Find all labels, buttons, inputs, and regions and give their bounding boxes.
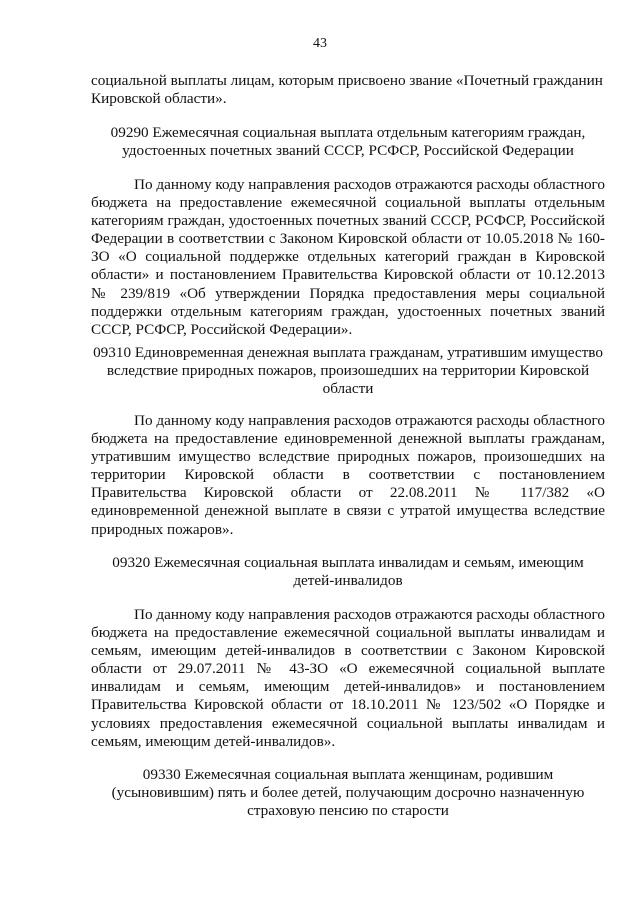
section-heading-09310: 09310 Единовременная денежная выплата гражданам, утратившим имущество вследствие природных пожаров, произошедших на территории Кировской области <box>93 344 603 398</box>
section-body-09320: По данному коду направления расходов отражаются расходы областного бюджета на предоставление ежемесячной социальной выплаты инвалидам и семьям, имеющим детей-инвалидов в соответствии с Законом Кировской области от 29.07.2011 № 43-ЗО «О ежемесячной социальной выплате инвалидам и семьям, имеющим детей-инвалидов» и постановлением Правительства Кировской области от 18.10.2011 № 123/502 «О Порядке и условиях предоставления ежемесячной социальной выплаты инвалидам и семьям, имеющим детей-инвалидов». <box>91 606 605 750</box>
section-body-09310: По данному коду направления расходов отражаются расходы областного бюджета на предоставление единовременной денежной выплаты гражданам, утратившим имущество вследствие природных пожаров, произошедших на территории Кировской области в соответствии с постановлением Правительства Кировской области от 22.08.2011 № 117/382 «О единовременной денежной выплате в связи с утратой имущества вследствие природных пожаров». <box>91 412 605 538</box>
section-heading-09330: 09330 Ежемесячная социальная выплата женщинам, родившим (усыновившим) пять и более детей, получающим досрочно назначенную страховую пенсию по старости <box>111 766 585 820</box>
section-body-09290: По данному коду направления расходов отражаются расходы областного бюджета на предоставление ежемесячной социальной выплаты отдельным категориям граждан, удостоенных почетных званий СССР, РСФСР, Российской Федерации в соответствии с Законом Кировской области от 10.05.2018 № 160-ЗО «О социальной поддержке отдельных категорий граждан в Кировской области» и постановлением Правительства Кировской области от 10.12.2013 № 239/819 «Об утверждении Порядка предоставления меры социальной поддержки отдельным категориям граждан, удостоенных почетных званий СССР, РСФСР, Российской Федерации». <box>91 176 605 338</box>
section-heading-09290: 09290 Ежемесячная социальная выплата отдельным категориям граждан, удостоенных почетных званий СССР, РСФСР, Российской Федерации <box>110 124 586 160</box>
section-heading-09320: 09320 Ежемесячная социальная выплата инвалидам и семьям, имеющим детей-инвалидов <box>112 554 584 590</box>
page-number: 43 <box>313 36 327 51</box>
lead-paragraph: социальной выплаты лицам, которым присвоено звание «Почетный гражданин Кировской области». <box>91 72 603 108</box>
